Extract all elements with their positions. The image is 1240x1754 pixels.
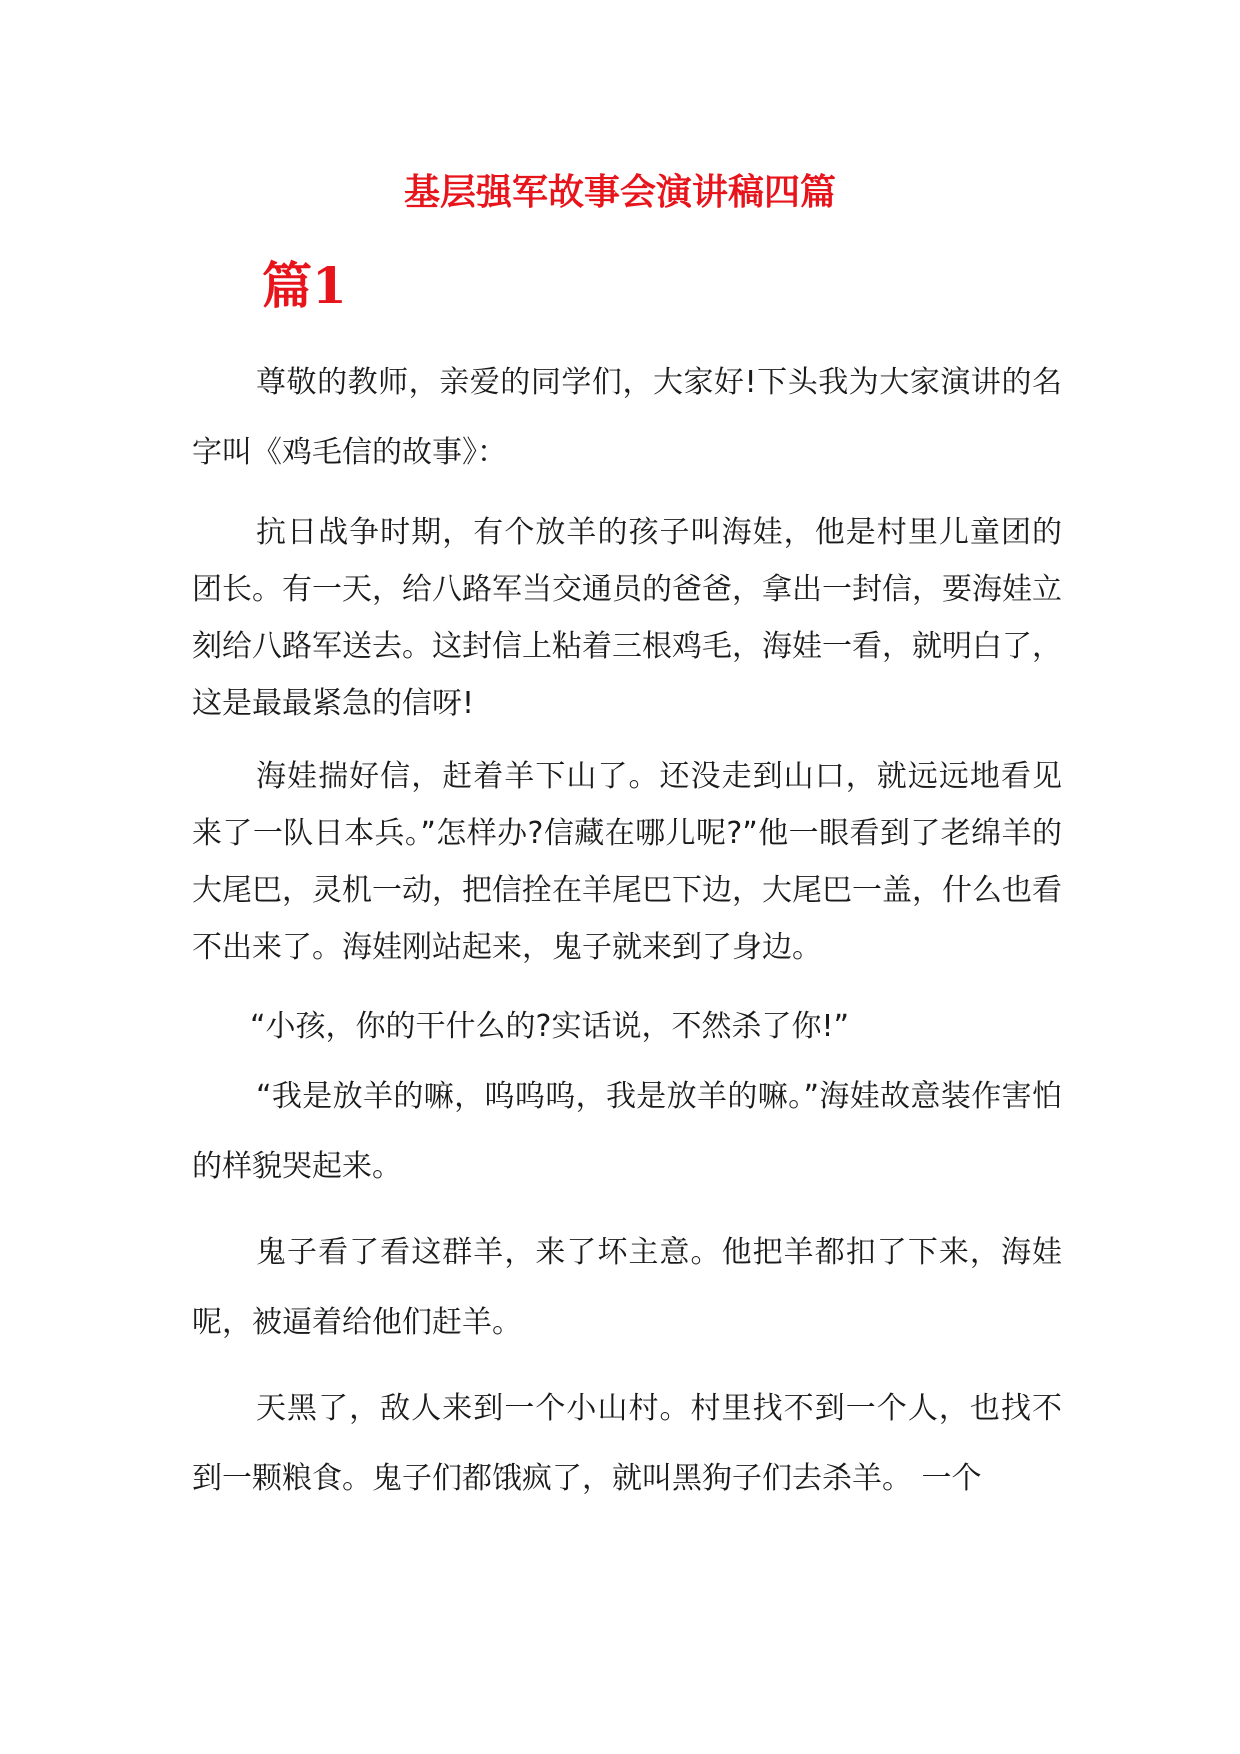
paragraph-haiwa-reply: “我是放羊的嘛，呜呜呜，我是放羊的嘛。”海娃故意装作害怕的样貌哭起来。	[192, 1079, 1062, 1184]
paragraph-soldier-question: “小孩，你的干什么的?实话说，不然杀了你!”	[250, 1009, 850, 1044]
document-title: 基层强军故事会演讲稿四篇	[403, 171, 836, 213]
section-heading: 篇1	[262, 256, 347, 315]
paragraph-greeting: 尊敬的教师，亲爱的同学们，大家好!下头我为大家演讲的名字叫《鸡毛信的故事》：	[192, 365, 1062, 470]
paragraph-sheep-seized: 鬼子看了看这群羊，来了坏主意。他把羊都扣了下来，海娃呢，被逼着给他们赶羊。	[192, 1235, 1062, 1340]
paragraph-story-intro: 抗日战争时期，有个放羊的孩子叫海娃，他是村里儿童团的团长。有一天，给八路军当交通员的爸爸，拿出一封信，要海娃立刻给八路军送去。这封信上粘着三根鸡毛，海娃一看，就明白了，这是最最紧急的信呀!	[192, 515, 1062, 721]
paragraph-hiding-letter: 海娃揣好信，赶着羊下山了。还没走到山口，就远远地看见来了一队日本兵。”怎样办?信藏在哪儿呢?”他一眼看到了老绵羊的大尾巴，灵机一动，把信拴在羊尾巴下边，大尾巴一盖，什么也看不出来了。海娃刚站起来，鬼子就来到了身边。	[192, 759, 1062, 965]
document-body	[192, 348, 1062, 1514]
paragraph-nightfall: 天黑了，敌人来到一个小山村。村里找不到一个人，也找不到一颗粮食。鬼子们都饿疯了，就叫黑狗子们去杀羊。 一个	[192, 1391, 1062, 1496]
